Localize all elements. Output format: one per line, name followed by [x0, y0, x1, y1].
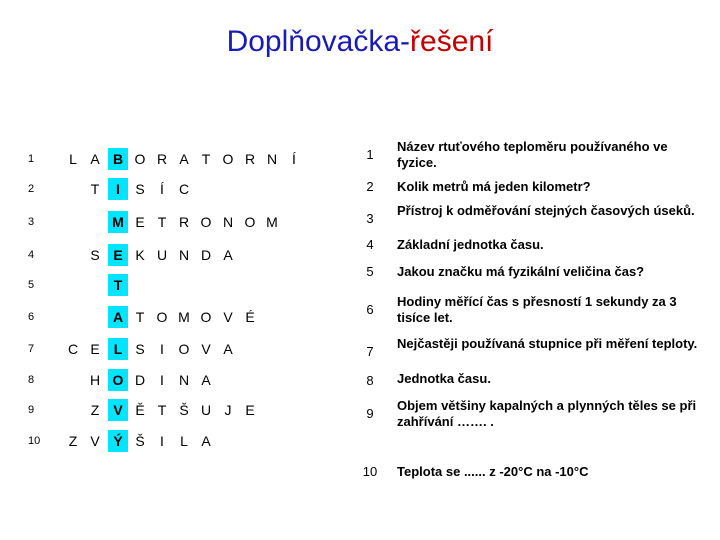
- letter-cell: O: [244, 214, 256, 230]
- question-text: Objem většiny kapalných a plynných těles se při zahřívání ……. .: [397, 398, 697, 429]
- letter-cell: U: [156, 247, 168, 263]
- page-title: [0, 20, 720, 64]
- key-letter-cell: O: [108, 369, 128, 391]
- letter-cell: V: [223, 309, 233, 325]
- letter-cell: A: [201, 372, 211, 388]
- question-number: 3: [366, 211, 374, 226]
- key-letter-cell: E: [108, 244, 128, 266]
- letter-cell: D: [200, 247, 212, 263]
- question-text: Základní jednotka času.: [397, 237, 544, 252]
- question-number: 6: [366, 302, 374, 317]
- question-number: 2: [366, 179, 374, 194]
- letter-cell: C: [178, 181, 190, 197]
- letter-cell: A: [90, 151, 100, 167]
- letter-cell: Í: [292, 151, 296, 167]
- letter-cell: I: [160, 372, 164, 388]
- row-number: 9: [28, 404, 35, 416]
- letter-cell: U: [200, 402, 212, 418]
- letter-cell: I: [160, 433, 164, 449]
- letter-cell: N: [266, 151, 278, 167]
- letter-cell: V: [201, 341, 211, 357]
- question-text: Kolik metrů má jeden kilometr?: [397, 179, 591, 194]
- letter-cell: O: [178, 341, 190, 357]
- letter-cell: I: [160, 341, 164, 357]
- letter-cell: E: [245, 402, 255, 418]
- letter-cell: S: [135, 181, 145, 197]
- letter-cell: O: [200, 214, 212, 230]
- question-text: Hodiny měřící čas s přesností 1 sekundy za 3 tisíce let.: [397, 294, 677, 325]
- question-number: 9: [366, 406, 374, 421]
- row-number: 7: [28, 343, 35, 355]
- question-text: Jednotka času.: [397, 371, 491, 386]
- question-text: Teplota se ...... z -20°C na -10°C: [397, 464, 589, 479]
- letter-cell: O: [134, 151, 146, 167]
- row-number: 2: [28, 183, 35, 195]
- letter-cell: T: [90, 181, 100, 197]
- letter-cell: Z: [68, 433, 78, 449]
- letter-cell: H: [89, 372, 101, 388]
- letter-cell: S: [90, 247, 100, 263]
- key-letter-cell: V: [108, 399, 128, 421]
- key-letter-cell: I: [108, 178, 128, 200]
- key-letter-cell: T: [108, 274, 128, 296]
- letter-cell: L: [69, 151, 77, 167]
- key-letter-cell: M: [108, 211, 128, 233]
- row-number: 6: [28, 311, 35, 323]
- key-letter-cell: A: [108, 306, 128, 328]
- title-part-1: Doplňovačka-: [226, 25, 411, 58]
- letter-cell: E: [135, 214, 145, 230]
- question-number: 8: [366, 373, 374, 388]
- key-letter-cell: L: [108, 338, 128, 360]
- letter-cell: A: [223, 341, 233, 357]
- letter-cell: N: [178, 372, 190, 388]
- letter-cell: Š: [135, 433, 145, 449]
- letter-cell: É: [245, 309, 255, 325]
- letter-cell: Š: [179, 402, 189, 418]
- letter-cell: T: [157, 402, 167, 418]
- row-number: 1: [28, 153, 35, 165]
- letter-cell: T: [135, 309, 145, 325]
- letter-cell: J: [224, 402, 232, 418]
- key-letter-cell: Ý: [108, 430, 128, 452]
- letter-cell: Í: [160, 181, 164, 197]
- question-number: 1: [366, 147, 374, 162]
- question-text: Nejčastěji používaná stupnice při měření teploty.: [397, 336, 698, 351]
- letter-cell: L: [180, 433, 188, 449]
- letter-cell: A: [201, 433, 211, 449]
- letter-cell: C: [67, 341, 79, 357]
- letter-cell: N: [222, 214, 234, 230]
- letter-cell: O: [156, 309, 168, 325]
- row-number: 10: [28, 435, 41, 447]
- letter-cell: Z: [90, 402, 100, 418]
- letter-cell: E: [90, 341, 100, 357]
- question-number: 4: [366, 237, 374, 252]
- letter-cell: M: [266, 214, 278, 230]
- letter-cell: R: [178, 214, 190, 230]
- letter-cell: S: [135, 341, 145, 357]
- row-number: 8: [28, 374, 35, 386]
- letter-cell: A: [179, 151, 189, 167]
- letter-cell: K: [135, 247, 145, 263]
- question-number: 7: [366, 344, 374, 359]
- letter-cell: T: [201, 151, 211, 167]
- question-text: Jakou značku má fyzikální veličina čas?: [397, 264, 645, 279]
- row-number: 4: [28, 249, 35, 261]
- letter-cell: V: [90, 433, 100, 449]
- question-number: 10: [362, 464, 378, 479]
- letter-cell: N: [178, 247, 190, 263]
- letter-cell: D: [134, 372, 146, 388]
- letter-cell: M: [178, 309, 190, 325]
- letter-cell: R: [244, 151, 256, 167]
- letter-cell: O: [222, 151, 234, 167]
- letter-cell: A: [223, 247, 233, 263]
- key-letter-cell: B: [108, 148, 128, 170]
- letter-cell: Ě: [135, 402, 145, 418]
- question-text: Název rtuťového teploměru používaného ve fyzice.: [397, 139, 668, 170]
- row-number: 3: [28, 216, 35, 228]
- row-number: 5: [28, 279, 35, 291]
- question-text: Přístroj k odměřování stejných časových úseků.: [397, 203, 695, 218]
- letter-cell: O: [200, 309, 212, 325]
- letter-cell: R: [156, 151, 168, 167]
- letter-cell: T: [157, 214, 167, 230]
- title-part-2: řešení: [410, 25, 494, 58]
- question-number: 5: [366, 264, 374, 279]
